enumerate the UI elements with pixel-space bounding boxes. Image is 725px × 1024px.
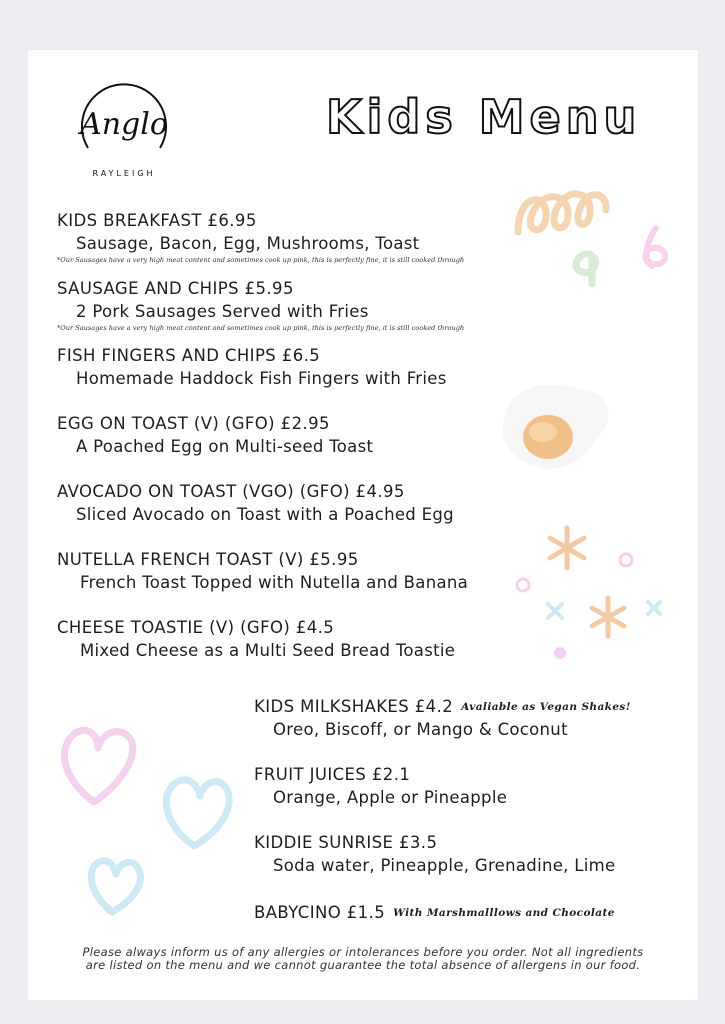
item-description: Homemade Haddock Fish Fingers with Fries xyxy=(76,369,447,388)
drink-name: BABYCINO £1.5 xyxy=(254,903,386,922)
drink-name: KIDDIE SUNRISE £3.5 xyxy=(254,833,438,852)
menu-item-fish-fingers xyxy=(57,345,447,390)
menu-item-cheese-toastie xyxy=(57,617,455,662)
menu-item-nutella-french-toast xyxy=(57,549,468,594)
menu-item-kids-breakfast xyxy=(57,210,464,265)
drink-aside: With Marshmalllows and Chocolate xyxy=(393,907,615,919)
logo-subtitle: RAYLEIGH xyxy=(92,169,156,178)
drink-name: FRUIT JUICES £2.1 xyxy=(254,765,411,784)
drink-kiddie-sunrise xyxy=(254,832,615,877)
allergy-notice xyxy=(28,946,698,972)
item-name: FISH FINGERS AND CHIPS £6.5 xyxy=(57,346,321,365)
item-name: SAUSAGE AND CHIPS £5.95 xyxy=(57,279,294,298)
drink-babycino xyxy=(254,902,615,924)
item-description: Sausage, Bacon, Egg, Mushrooms, Toast xyxy=(76,234,420,253)
item-name: AVOCADO ON TOAST (VGO) (GFO) £4.95 xyxy=(57,482,405,501)
allergy-notice-line-1: Please always inform us of any allergies or intolerances before you order. Not all ingredients xyxy=(82,945,644,959)
drink-name: KIDS MILKSHAKES £4.2 xyxy=(254,697,454,716)
item-name: NUTELLA FRENCH TOAST (V) £5.95 xyxy=(57,550,359,569)
drink-description: Oreo, Biscoff, or Mango & Coconut xyxy=(273,720,568,739)
hearts-decoration xyxy=(54,720,244,920)
item-description: A Poached Egg on Multi-seed Toast xyxy=(76,437,374,456)
item-note: *Our Sausages have a very high meat content and sometimes cook up pink, this is perfectly fine, it is still cooked through xyxy=(57,256,465,264)
logo-script: Anglo xyxy=(80,107,168,142)
item-name: EGG ON TOAST (V) (GFO) £2.95 xyxy=(57,414,330,433)
squiggle-decoration xyxy=(508,172,678,302)
fried-egg-icon xyxy=(496,380,616,480)
item-name: KIDS BREAKFAST £6.95 xyxy=(57,211,257,230)
item-description: 2 Pork Sausages Served with Fries xyxy=(76,302,369,321)
menu-item-avocado-on-toast xyxy=(57,481,454,526)
item-description: Mixed Cheese as a Multi Seed Bread Toastie xyxy=(80,641,456,660)
menu-item-egg-on-toast xyxy=(57,413,373,458)
anglo-logo xyxy=(68,76,180,188)
page-title: Kids Menu xyxy=(326,90,642,144)
item-note: *Our Sausages have a very high meat content and sometimes cook up pink, this is perfectly fine, it is still cooked through xyxy=(57,324,465,332)
item-description: Sliced Avocado on Toast with a Poached Egg xyxy=(76,505,454,524)
allergy-notice-line-2: are listed on the menu and we cannot guarantee the total absence of allergens in our food. xyxy=(85,958,641,972)
item-name: CHEESE TOASTIE (V) (GFO) £4.5 xyxy=(57,618,335,637)
item-description: French Toast Topped with Nutella and Banana xyxy=(80,573,469,592)
drink-description: Soda water, Pineapple, Grenadine, Lime xyxy=(273,856,616,875)
drink-description: Orange, Apple or Pineapple xyxy=(273,788,508,807)
drink-kids-milkshakes xyxy=(254,696,631,741)
menu-page xyxy=(28,50,698,1000)
sparkles-decoration xyxy=(508,520,678,670)
drink-aside: Avaliable as Vegan Shakes! xyxy=(461,701,631,713)
menu-item-sausage-and-chips xyxy=(57,278,464,333)
drink-fruit-juices xyxy=(254,764,507,809)
